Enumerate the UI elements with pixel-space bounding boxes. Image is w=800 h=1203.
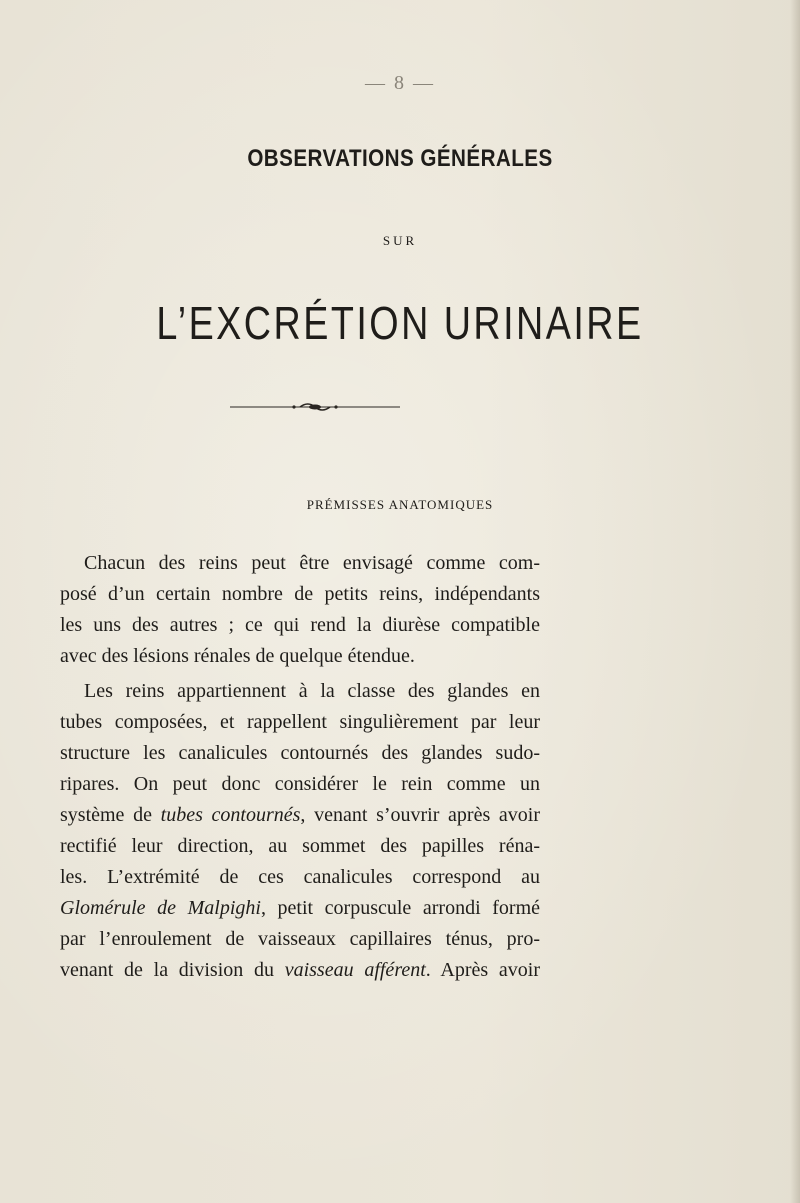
title-observations-generales: OBSERVATIONS GÉNÉRALES: [247, 145, 553, 172]
text-line: [60, 800, 540, 831]
italic-term: Glomérule de Malpighi: [60, 897, 261, 919]
text-line: les. L’extrémité de ces canalicules correspond au: [60, 866, 540, 888]
text-fragment: venant de la division du: [60, 959, 285, 981]
text-line: tubes composées, et rappellent singulièrement par leur: [60, 711, 540, 733]
title-sur: SUR: [382, 233, 418, 248]
text-fragment: système de: [60, 804, 161, 826]
text-line: avec des lésions rénales de quelque étendue.: [60, 645, 415, 667]
page-title: L’EXCRÉTION URINAIRE: [156, 297, 644, 349]
text-line: les uns des autres ; ce qui rend la diurèse compatible: [60, 614, 540, 636]
text-line: Les reins appartiennent à la classe des glandes en: [84, 680, 540, 702]
text-fragment: , petit corpuscule arrondi formé: [260, 897, 540, 919]
page-edge-shadow: [790, 0, 800, 1203]
text-fragment: . Après avoir: [425, 959, 541, 981]
text-line: ripares. On peut donc considérer le rein comme un: [60, 773, 540, 795]
text-line: posé d’un certain nombre de petits reins, indépendants: [60, 583, 540, 605]
text-line: [60, 893, 540, 924]
text-line: structure les canalicules contournés des glandes sudo-: [60, 742, 540, 764]
text-line: rectifié leur direction, au sommet des papilles réna-: [60, 835, 540, 857]
text-fragment: , venant s’ouvrir après avoir: [300, 804, 541, 826]
text-line: par l’enroulement de vaisseaux capillaires ténus, pro-: [60, 928, 540, 950]
page-number: — 8 —: [365, 72, 435, 94]
text-line: [60, 955, 540, 986]
decorative-rule: [230, 397, 400, 417]
section-heading: PRÉMISSES ANATOMIQUES: [306, 497, 494, 512]
text-line: Chacun des reins peut être envisagé comme com-: [84, 552, 540, 574]
italic-term: tubes contournés: [160, 804, 301, 826]
italic-term: vaisseau afférent: [284, 959, 426, 981]
body-text: [60, 548, 540, 986]
